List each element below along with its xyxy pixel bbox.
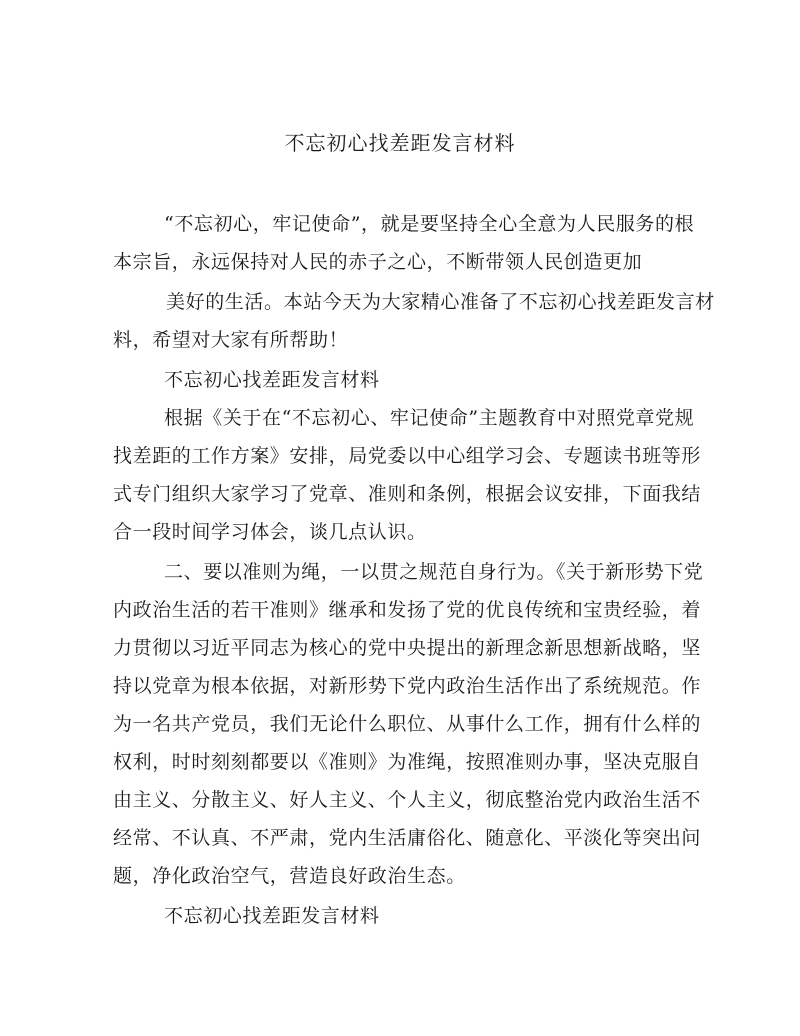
paragraph-line: 合一段时间学习体会，谈几点认识。 [113, 521, 427, 543]
paragraph-line: 根据《关于在“不忘初心、牢记使命”主题教育中对照党章党规 [164, 407, 695, 429]
paragraph-line: “不忘初心，牢记使命”，就是要坚持全心全意为人民服务的根 [164, 213, 695, 235]
paragraph-line: 力贯彻以习近平同志为核心的党中央提出的新理念新思想新战略，坚 [113, 637, 702, 659]
section-heading: 不忘初心找差距发言材料 [164, 369, 380, 391]
paragraph-line: 二、要以准则为绳，一以贯之规范自身行为。《关于新形势下党 [164, 561, 704, 583]
document-title: 不忘初心找差距发言材料 [284, 131, 516, 155]
paragraph-line: 找差距的工作方案》安排，局党委以中心组学习会、专题读书班等形 [113, 445, 702, 467]
paragraph-line: 由主义、分散主义、好人主义、个人主义，彻底整治党内政治生活不 [113, 789, 702, 811]
paragraph-line: 式专门组织大家学习了党章、准则和条例，根据会议安排，下面我结 [113, 483, 702, 505]
paragraph-line: 为一名共产党员，我们无论什么职位、从事什么工作，拥有什么样的 [113, 713, 702, 735]
paragraph-line: 经常、不认真、不严肃，党内生活庸俗化、随意化、平淡化等突出问 [113, 827, 702, 849]
paragraph-line: 权利，时时刻刻都要以《准则》为准绳，按照准则办事，坚决克服自 [113, 751, 702, 773]
section-heading: 不忘初心找差距发言材料 [164, 905, 380, 927]
paragraph-line: 持以党章为根本依据，对新形势下党内政治生活作出了系统规范。作 [113, 675, 702, 697]
paragraph-line: 美好的生活。本站今天为大家精心准备了不忘初心找差距发言材 [166, 291, 715, 313]
paragraph-line: 内政治生活的若干准则》继承和发扬了党的优良传统和宝贵经验，着 [113, 599, 702, 621]
paragraph-line: 题，净化政治空气，营造良好政治生态。 [113, 865, 466, 887]
paragraph-line: 本宗旨，永远保持对人民的赤子之心，不断带领人民创造更加 [113, 251, 643, 273]
paragraph-line: 料，希望对大家有所帮助！ [113, 329, 349, 351]
